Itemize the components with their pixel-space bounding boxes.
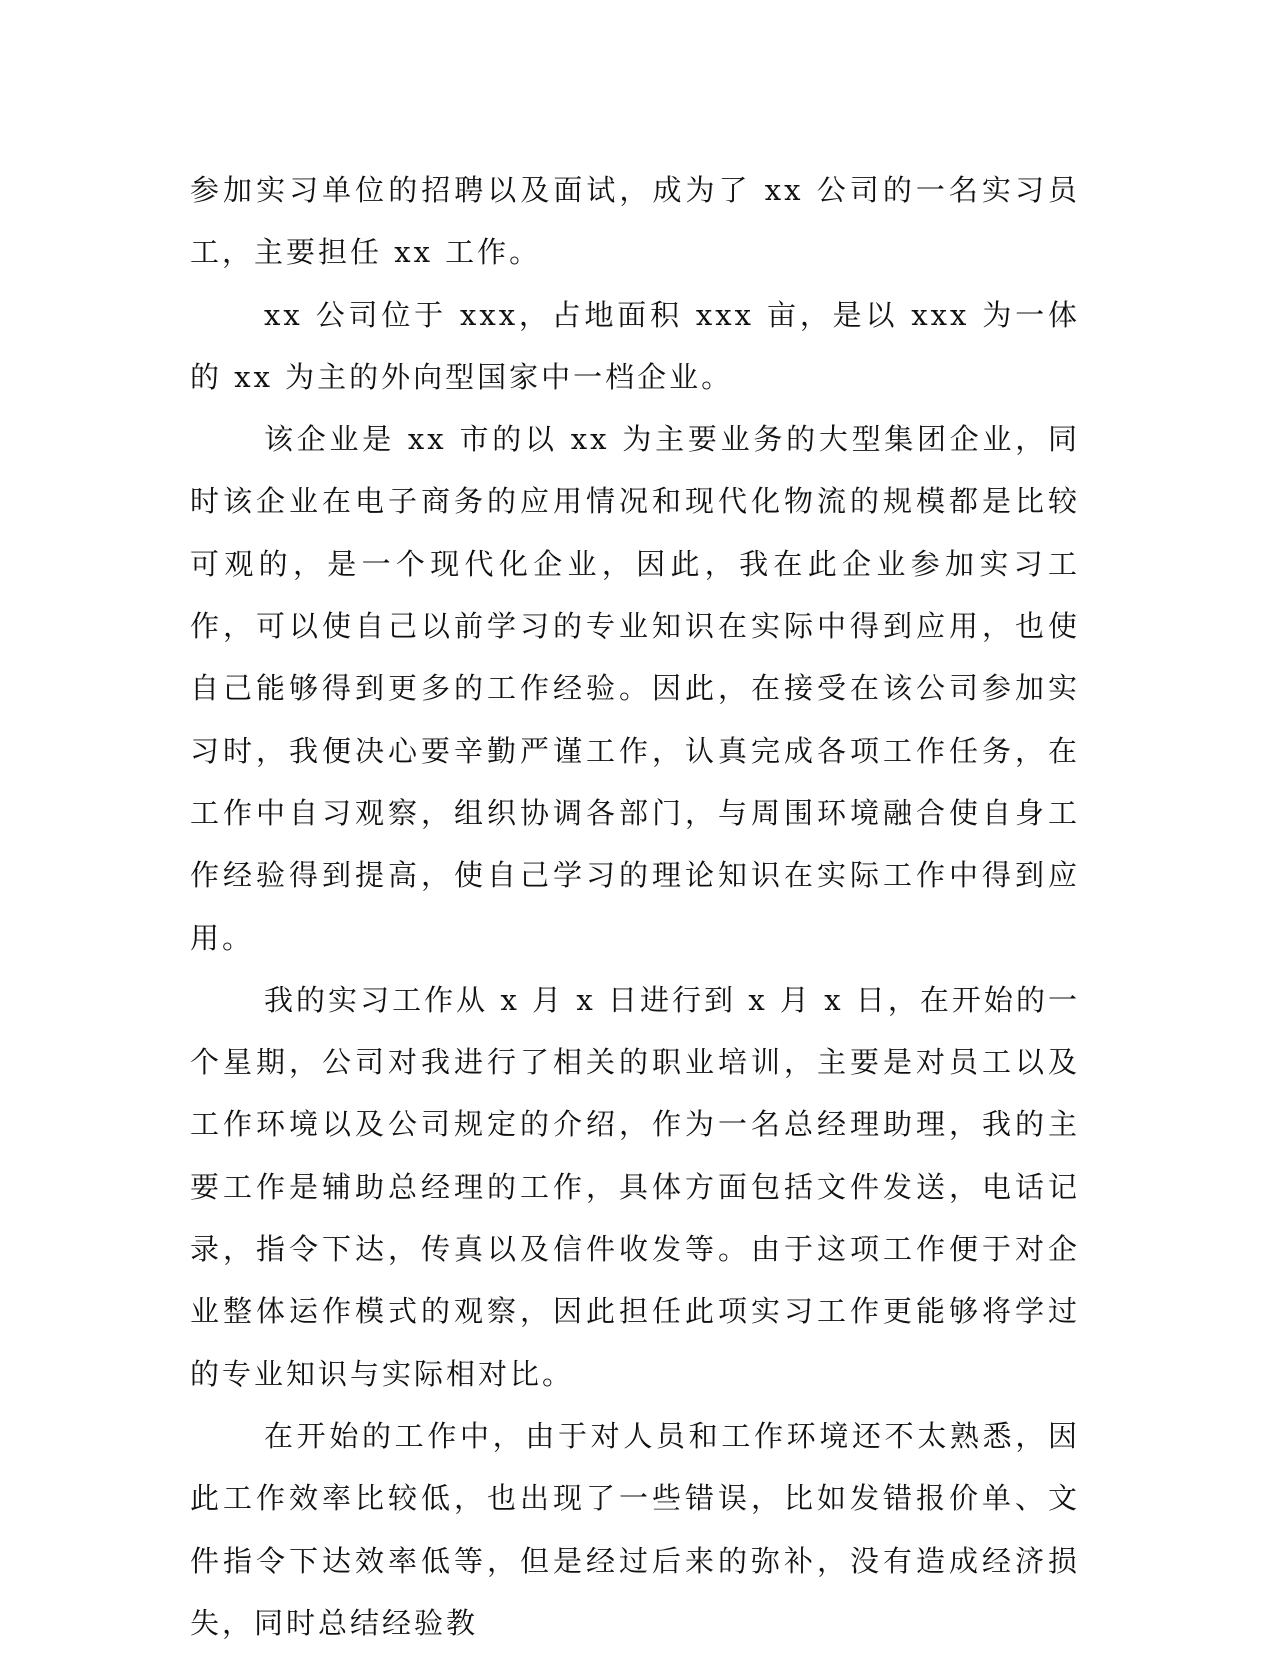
paragraph-early-work: 在开始的工作中，由于对人员和工作环境还不太熟悉，因此工作效率比较低，也出现了一些错误，比如发错报价单、文件指令下达效率低等，但是经过后来的弥补，没有造成经济损失，同时总结经验教 bbox=[190, 1418, 1080, 1640]
document-body bbox=[190, 159, 1080, 1654]
paragraph-company-overview: 该企业是 xx 市的以 xx 为主要业务的大型集团企业，同时该企业在电子商务的应用情况和现代化物流的规模都是比较可观的，是一个现代化企业，因此，我在此企业参加实习工作，可以使自己以前学习的专业知识在实际中得到应用，也使自己能够得到更多的工作经验。因此，在接受在该公司参加实习时，我便决心要辛勤严谨工作，认真完成各项工作任务，在工作中自习观察，组织协调各部门，与周围环境融合使自身工作经验得到提高，使自己学习的理论知识在实际工作中得到应用。 bbox=[190, 422, 1080, 955]
paragraph-internship-duties: 我的实习工作从 x 月 x 日进行到 x 月 x 日，在开始的一个星期，公司对我进行了相关的职业培训，主要是对员工以及工作环境以及公司规定的介绍，作为一名总经理助理，我的主要工作是辅助总经理的工作，具体方面包括文件发送，电话记录，指令下达，传真以及信件收发等。由于这项工作便于对企业整体运作模式的观察，因此担任此项实习工作更能够将学过的专业知识与实际相对比。 bbox=[190, 982, 1080, 1391]
paragraph-company-location: xx 公司位于 xxx，占地面积 xxx 亩，是以 xxx 为一体的 xx 为主的外向型国家中一档企业。 bbox=[190, 297, 1080, 394]
paragraph-continuation: 参加实习单位的招聘以及面试，成为了 xx 公司的一名实习员工，主要担任 xx 工作。 bbox=[190, 173, 1080, 270]
